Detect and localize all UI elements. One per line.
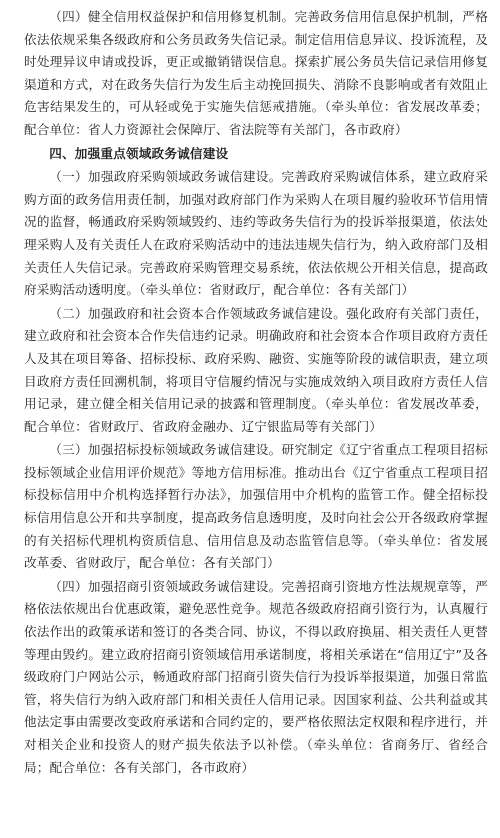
paragraph-government-procurement: （一）加强政府采购领域政务诚信建设。完善政府采购诚信体系，建立政府采购方面的政务信用责任制，加强对政府部门作为采购人在项目履约验收环节信用情况的监督，畅通政府采购领域毁约、违约等政务失信行为的投诉举报渠道，依法处理采购人及有关责任人在政府采购活动中的违法违规失信行为，纳入政府部门及相关责任人失信记录。完善政府采购管理交易系统，依法依规公开相关信息，提高政府采购活动透明度。（牵头单位：省财政厅，配合单位：各有关部门） <box>24 169 488 298</box>
paragraph-ppp-cooperation: （二）加强政府和社会资本合作领域政务诚信建设。强化政府有关部门责任，建立政府和社会资本合作失信违约记录。明确政府和社会资本合作项目政府方责任人及其在项目筹备、招标投标、政府采购、融资、实施等阶段的诚信职责，建立项目政府方责任回溯机制，将项目守信履约情况与实施成效纳入项目政府方责任人信用记录，建立健全相关信用记录的披露和管理制度。（牵头单位：省发展改革委，配合单位：省财政厅、省政府金融办、辽宁银监局等有关部门） <box>24 305 488 434</box>
paragraph-investment-promotion: （四）加强招商引资领域政务诚信建设。完善招商引资地方性法规规章等，严格依法依规出台优惠政策，避免恶性竞争。规范各级政府招商引资行为，认真履行依法作出的政策承诺和签订的各类合同、协议，不得以政府换届、相关责任人更替等理由毁约。建立政府招商引资领域信用承诺制度，将相关承诺在“信用辽宁”及各级政府门户网站公示，畅通政府部门招商引资失信行为投诉举报渠道，加强日常监管，将失信行为纳入政府部门和相关责任人信用记录。因国家利益、公共利益或其他法定事由需要改变政府承诺和合同约定的，要严格依照法定权限和程序进行，并对相关企业和投资人的财产损失依法予以补偿。（牵头单位：省商务厅、省经合局；配合单位：各有关部门，各市政府） <box>24 578 488 775</box>
paragraph-credit-repair: （四）健全信用权益保护和信用修复机制。完善政务信用信息保护机制，严格依法依规采集各级政府和公务员政务失信记录。制定信用信息异议、投诉流程，及时处理异议申请或投诉，更正或撤销错误信息。探索扩展公务员失信记录信用修复渠道和方式，对在政务失信行为发生后主动挽回损失、消除不良影响或者有效阻止危害结果发生的，可从轻或免于实施失信惩戒措施。（牵头单位：省发展改革委；配合单位：省人力资源社会保障厅、省法院等有关部门，各市政府） <box>24 9 488 137</box>
section-heading-key-areas: 四、加强重点领域政务诚信建设 <box>49 145 229 161</box>
paragraph-bidding-tendering: （三）加强招标投标领域政务诚信建设。研究制定《辽宁省重点工程项目招标投标领域企业信用评价规范》等地方信用标准。推动出台《辽宁省重点工程项目招标投标信用中介机构选择暂行办法》，加强信用中介机构的监管工作。健全招标投标信用信息公开和共享制度，提高政务信息透明度，及时向社会公开各级政府掌握的有关招标代理机构资质信息、信用信息及动态监管信息等。（牵头单位：省发展改革委、省财政厅，配合单位：各有关部门） <box>24 442 488 571</box>
